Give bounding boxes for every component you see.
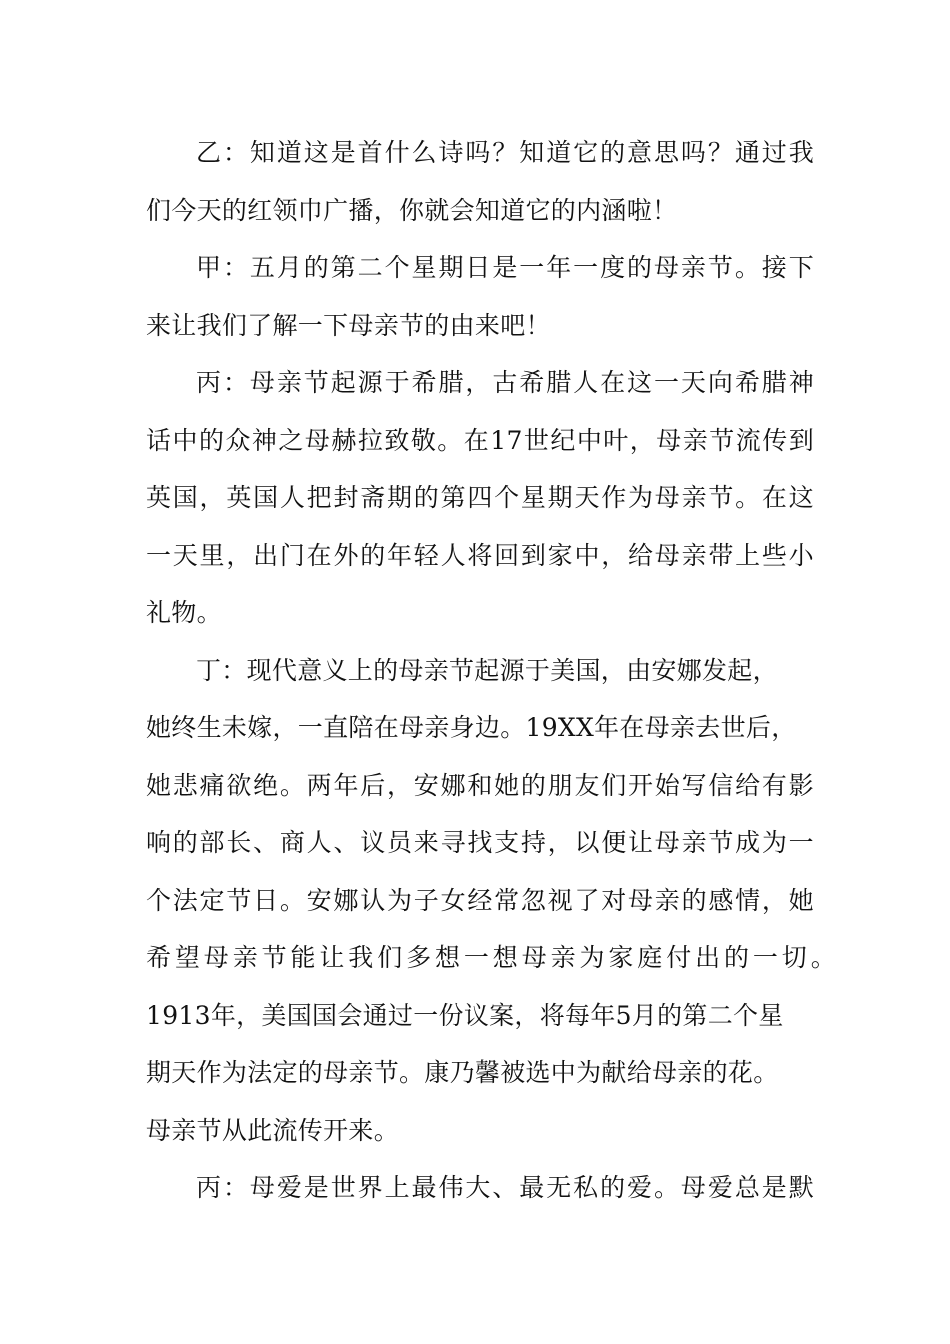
text-line: 话中的众神之母赫拉致敬。在17世纪中叶，母亲节流传到 [146,426,814,455]
text-line: 期天作为法定的母亲节。康乃馨被选中为献给母亲的花。 [146,1058,779,1087]
text-line: 丙：母亲节起源于希腊，古希腊人在这一天向希腊神 [196,368,814,397]
text-line: 英国，英国人把封斋期的第四个星期天作为母亲节。在这 [146,483,814,512]
text-line: 甲：五月的第二个星期日是一年一度的母亲节。接下 [196,253,814,282]
text-line: 她终生未嫁，一直陪在母亲身边。19XX年在母亲去世后， [146,713,797,742]
text-line: 乙：知道这是首什么诗吗？知道它的意思吗？通过我 [196,138,814,167]
text-line: 希望母亲节能让我们多想一想母亲为家庭付出的一切。 [146,943,836,972]
text-line: 一天里，出门在外的年轻人将回到家中，给母亲带上些小 [146,541,814,570]
text-line: 1913年，美国国会通过一份议案，将每年5月的第二个星 [146,1001,784,1030]
text-line: 们今天的红领巾广播，你就会知道它的内涵啦！ [146,196,678,225]
text-line: 丁：现代意义上的母亲节起源于美国，由安娜发起， [196,656,778,685]
text-line: 她悲痛欲绝。两年后，安娜和她的朋友们开始写信给有影 [146,771,814,800]
text-line: 礼物。 [146,598,222,627]
text-line: 响的部长、商人、议员来寻找支持，以便让母亲节成为一 [146,828,814,857]
text-line: 来让我们了解一下母亲节的由来吧！ [146,311,551,340]
text-line: 母亲节从此流传开来。 [146,1116,400,1145]
text-line: 丙：母爱是世界上最伟大、最无私的爱。母爱总是默 [196,1173,814,1202]
text-line: 个法定节日。安娜认为子女经常忽视了对母亲的感情，她 [146,886,814,915]
